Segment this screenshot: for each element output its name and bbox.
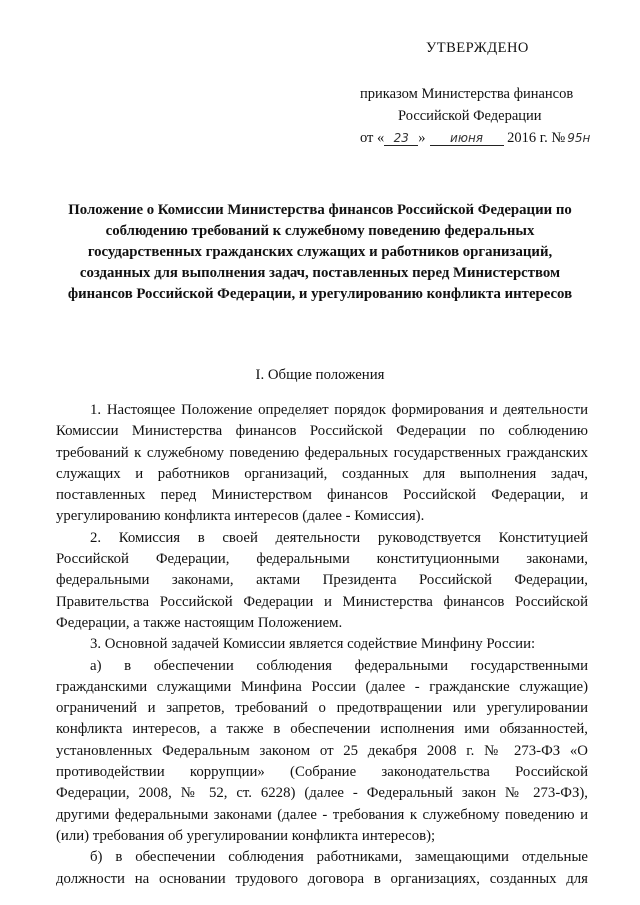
paragraph-line: установленных Федеральным законом от 25 декабря 2008 г. № 273-ФЗ «О (56, 742, 588, 759)
paragraph (56, 528, 588, 634)
paragraph-line: Федерации, а также настоящим Положением. (56, 614, 343, 631)
paragraph-line: Федерации, 2008, № 52, ст. 6228) (далее - Федеральный закон № 273-ФЗ), (56, 785, 588, 802)
paragraph (56, 847, 588, 890)
paragraph-line: служащих и работников организаций, созданных для выполнения задач, (56, 465, 588, 482)
handwritten-day: 23 (384, 131, 418, 146)
approval-date-line (360, 128, 590, 148)
paragraph-line: (или) требования об урегулировании конфликта интересов); (56, 827, 436, 844)
date-prefix: от « (360, 130, 385, 146)
paragraph-line: гражданскими служащими Минфина России (далее - гражданские служащие) (56, 678, 588, 695)
paragraph-line: должности на основании трудового договора в организациях, созданных для (56, 870, 588, 887)
paragraph-line: Комиссии Министерства финансов Российской Федерации по соблюдению (56, 423, 588, 440)
title-line: соблюдению требований к служебному поведению федеральных (105, 223, 535, 239)
title-line: финансов Российской Федерации, и урегулированию конфликта интересов (67, 286, 573, 302)
paragraph-line: требований к служебному поведению федеральных государственных гражданских (56, 444, 588, 461)
paragraph-line: поставленных перед Министерством финансов Российской Федерации, и (56, 487, 588, 504)
document-title (30, 200, 610, 305)
paragraph-line: ограничений и запретов, требований о предотвращении или урегулировании (56, 700, 588, 717)
section-heading: I. Общие положения (255, 367, 385, 383)
approval-ministry-line: Российской Федерации (398, 108, 542, 124)
paragraph (56, 400, 588, 528)
paragraph-line: урегулированию конфликта интересов (далее - Комиссия). (56, 508, 425, 525)
paragraph-line: б) в обеспечении соблюдения работниками, замещающими отдельные (90, 849, 588, 866)
title-line: созданных для выполнения задач, поставленных перед Министерством (79, 265, 561, 281)
approved-stamp: УТВЕРЖДЕНО (426, 40, 529, 56)
paragraph-line: а) в обеспечении соблюдения федеральными государственными (90, 657, 588, 674)
paragraph (56, 656, 588, 848)
approval-order-line: приказом Министерства финансов (360, 86, 574, 102)
date-quote: » (418, 130, 426, 146)
document-body (56, 400, 588, 890)
paragraph-line: 1. Настоящее Положение определяет порядок формирования и деятельности (90, 402, 588, 418)
paragraph-line: федеральными законами, актами Президента Российской Федерации, (56, 572, 588, 589)
handwritten-order-number: 95н (567, 131, 591, 145)
title-line: государственных гражданских служащих и работников организаций, (87, 244, 553, 260)
paragraph (56, 634, 588, 655)
paragraph-line: Правительства Российской Федерации и Министерства финансов Российской (56, 593, 588, 610)
title-line: Положение о Комиссии Министерства финансов Российской Федерации по (68, 202, 572, 218)
handwritten-month: июня (430, 131, 504, 146)
paragraph-line: 3. Основной задачей Комиссии является содействие Минфину России: (90, 636, 536, 653)
paragraph-line: 2. Комиссия в своей деятельности руководствуется Конституцией (90, 529, 588, 546)
paragraph-line: другими федеральными законами (далее - требования к служебному поведению и (56, 806, 588, 823)
date-year: 2016 г. № (507, 130, 566, 146)
paragraph-line: Российской Федерации, федеральными конституционными законами, (56, 551, 588, 568)
paragraph-line: конфликта интересов, а также в обеспечении исполнения ими обязанностей, (56, 721, 588, 738)
paragraph-line: противодействии коррупции» (Собрание законодательства Российской (56, 764, 588, 781)
